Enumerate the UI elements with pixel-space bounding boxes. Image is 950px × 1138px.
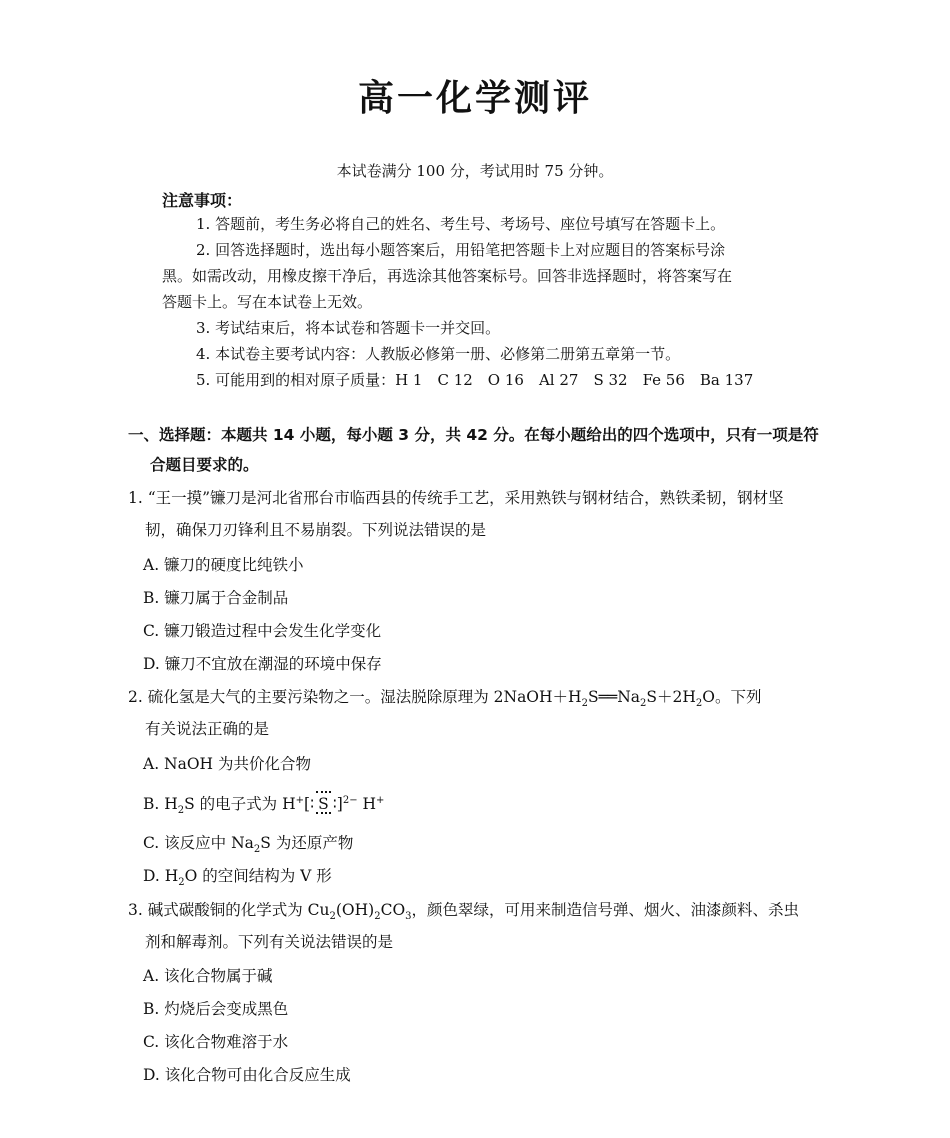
question-2-option-d: D. $H_2O$ 的空间结构为 V 形 bbox=[143, 867, 332, 889]
question-2-option-c: C. 该反应中 $Na_2S$ 为还原产物 bbox=[143, 834, 354, 856]
notice-item: 4. 本试卷主要考试内容：人教版必修第一册、必修第二册第五章第一节。 bbox=[196, 345, 681, 363]
question-1-option-a: A. 镰刀的硬度比纯铁小 bbox=[143, 556, 304, 574]
question-3-option-a: A. 该化合物属于碱 bbox=[143, 967, 273, 985]
notice-item: 5. 可能用到的相对原子质量：H 1 C 12 O 16 Al 27 S 32 Fe 56 Ba 137 bbox=[196, 371, 754, 389]
question-2-option-a: A. NaOH 为共价化合物 bbox=[143, 755, 312, 773]
question-2-option-b: B. $H_2S$ 的电子式为 H+[∶ S ∶]$^{2-}$ H+ bbox=[143, 792, 384, 814]
question-2-stem bbox=[128, 681, 828, 745]
electron-dots-sulfur: S bbox=[314, 795, 333, 813]
notice-item: 答题卡上。写在本试卷上无效。 bbox=[162, 293, 373, 311]
question-stem-line: 3. 碱式碳酸铜的化学式为 $Cu_2(OH)_2CO_3$，颜色翠绿，可用来制造信号弹、烟火、油漆颜料、杀虫 bbox=[128, 901, 800, 923]
question-3-option-d: D. 该化合物可由化合反应生成 bbox=[143, 1066, 351, 1084]
question-3-option-b: B. 灼烧后会变成黑色 bbox=[143, 1000, 289, 1018]
section-heading-line: 合题目要求的。 bbox=[150, 456, 259, 474]
question-stem-line: 剂和解毒剂。下列有关说法错误的是 bbox=[145, 933, 394, 951]
question-1-option-b: B. 镰刀属于合金制品 bbox=[143, 589, 289, 607]
question-1-option-c: C. 镰刀锻造过程中会发生化学变化 bbox=[143, 622, 382, 640]
question-1-option-d: D. 镰刀不宜放在潮湿的环境中保存 bbox=[143, 655, 382, 673]
notice-item: 2. 回答选择题时，选出每小题答案后，用铅笔把答题卡上对应题目的答案标号涂 bbox=[196, 241, 726, 259]
question-3-stem bbox=[128, 894, 828, 958]
question-3-option-c: C. 该化合物难溶于水 bbox=[143, 1033, 289, 1051]
section-heading-line: 一、选择题：本题共 14 小题，每小题 3 分，共 42 分。在每小题给出的四个选项中，只有一项是符 bbox=[128, 426, 819, 444]
exam-info: 本试卷满分 100 分，考试用时 75 分钟。 bbox=[336, 162, 614, 180]
question-stem-line: 有关说法正确的是 bbox=[145, 720, 270, 738]
notice-item: 1. 答题前，考生务必将自己的姓名、考生号、考场号、座位号填写在答题卡上。 bbox=[196, 215, 726, 233]
notice-list bbox=[162, 211, 802, 393]
question-stem-line: 2. 硫化氢是大气的主要污染物之一。湿法脱除原理为 $2NaOH+H_2S══Na_2S+2H_2O$。下列 bbox=[128, 688, 762, 710]
notice-item: 黑。如需改动，用橡皮擦干净后，再选涂其他答案标号。回答非选择题时，将答案写在 bbox=[162, 267, 733, 285]
page-title: 高一化学测评 bbox=[357, 78, 592, 119]
section-heading bbox=[128, 420, 828, 480]
notice-item: 3. 考试结束后，将本试卷和答题卡一并交回。 bbox=[196, 319, 501, 337]
question-stem-line: 韧，确保刀刃锋利且不易崩裂。下列说法错误的是 bbox=[145, 521, 487, 539]
question-stem-line: 1. “王一摸”镰刀是河北省邢台市临西县的传统手工艺，采用熟铁与钢材结合，熟铁柔韧，钢材坚 bbox=[128, 489, 784, 507]
notice-heading: 注意事项： bbox=[162, 191, 243, 210]
question-1-stem bbox=[128, 482, 828, 546]
